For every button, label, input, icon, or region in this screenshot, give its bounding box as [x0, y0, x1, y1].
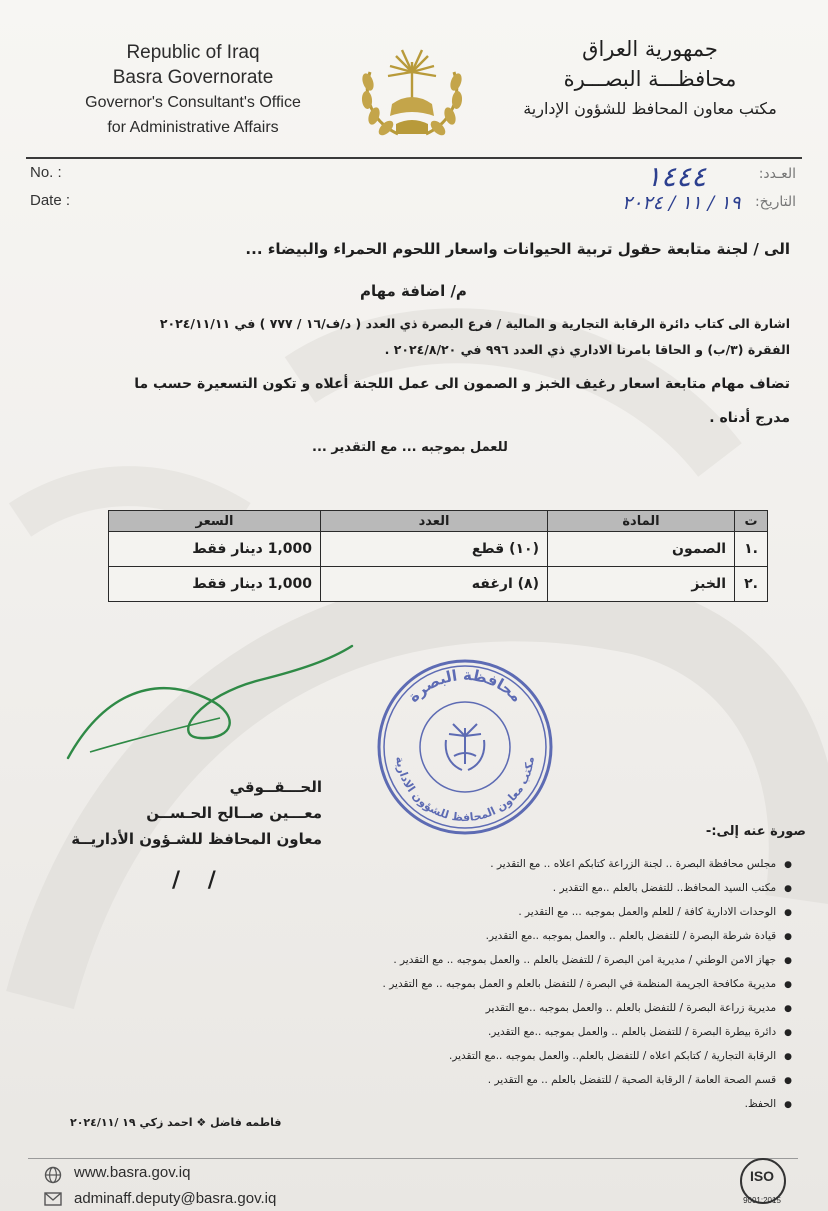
row-number: .٢	[735, 567, 768, 602]
paragraph-2-line-1: تضاف مهام متابعة اسعار رغيف الخبز و الصمون الى عمل اللجنة أعلاه و تكون التسعيرة حسب ما	[134, 376, 790, 392]
email-icon	[44, 1192, 62, 1206]
arabic-letterhead	[500, 34, 800, 124]
basra-emblem-logo	[352, 42, 472, 150]
list-item: ●قيادة شرطة البصرة / للتفضل بالعلم .. والعمل بموجبه ..مع التقدير.	[485, 930, 792, 942]
list-item: ●الوحدات الادارية كافة / للعلم والعمل بموجبه ... مع التقدير .	[518, 906, 792, 918]
row-quantity: (٨) ارغفه	[321, 567, 548, 602]
stamp-top-text: محافظة البصرة	[404, 665, 526, 706]
header-ar-line-2: محافظـــة البصـــرة	[563, 67, 737, 91]
typist-initials: فاطمه فاضل ❖ احمد زكي ١٩ /٢٠٢٤/١١	[70, 1116, 282, 1129]
row-price: 1,000 دينار فقط	[109, 532, 321, 567]
list-item: ●جهاز الامن الوطني / مديرية امن البصرة / للتفضل بالعلم .. والعمل بموجبه .. مع التقدير .	[393, 954, 792, 966]
col-header-item: المادة	[548, 511, 735, 532]
signature-position: معاون المحافظ للشـؤون الأداريــة	[71, 830, 322, 848]
list-item: ●قسم الصحة العامة / الرقابة الصحية / للتفضل بالعلم .. مع التقدير .	[487, 1074, 792, 1086]
footer-divider	[28, 1158, 798, 1159]
email-link[interactable]: adminaff.deputy@basra.gov.iq	[74, 1190, 277, 1207]
date-label-ar: التاريخ:	[754, 194, 796, 210]
closing-line: للعمل بموجبه ... مع التقدير ...	[312, 440, 508, 455]
row-quantity: (١٠) قطع	[321, 532, 548, 567]
header-ar-line-1: جمهورية العراق	[582, 37, 718, 61]
website-link[interactable]: www.basra.gov.iq	[74, 1164, 191, 1181]
header-en-line-2: Basra Governorate	[112, 67, 274, 88]
signature-marks: / /	[172, 868, 226, 893]
row-price: 1,000 دينار فقط	[109, 567, 321, 602]
subject-line: م/ اضافة مهام	[360, 282, 467, 300]
list-item: ●الحفظ.	[744, 1098, 792, 1110]
col-header-number: ت	[735, 511, 768, 532]
header-en-line-1: Republic of Iraq	[126, 42, 260, 63]
globe-icon	[44, 1166, 62, 1184]
no-label: No. :	[30, 164, 62, 181]
header-divider	[26, 157, 802, 159]
price-table	[108, 510, 768, 602]
date-label: Date :	[30, 192, 71, 209]
iso-number: 9001:2015	[743, 1196, 781, 1205]
paragraph-1-line-2: الفقرة (٣/ب) و الحاقا بامرنا الاداري ذي العدد ٩٩٦ في ٢٠٢٤/٨/٢٠ .	[384, 342, 790, 357]
english-letterhead	[58, 40, 328, 140]
row-number: .١	[735, 532, 768, 567]
svg-text:مكتب معاون المحافظ للشؤون الاد	[393, 756, 537, 824]
recipient-line: الى / لجنة متابعة حقول تربية الحيوانات واسعار اللحوم الحمراء والبيضاء ...	[245, 240, 790, 258]
stamp-emblem-icon	[446, 724, 485, 770]
col-header-quantity: العدد	[321, 511, 548, 532]
handwritten-number: ١٤٤٤	[646, 160, 707, 193]
number-label-ar: العـدد:	[758, 166, 796, 182]
list-item: ●الرقابة التجارية / كتابكم اعلاه / للتفضل بالعلم.. والعمل بموجبه ..مع التقدير.	[448, 1050, 792, 1062]
cc-label: صورة عنه إلى:-	[705, 824, 806, 839]
list-item: ●مكتب السيد المحافظ.. للتفضل بالعلم ..مع التقدير .	[552, 882, 792, 894]
table-header-row	[109, 511, 768, 532]
header-en-line-4: for Administrative Affairs	[107, 119, 279, 136]
handwritten-signature	[60, 640, 360, 770]
col-header-price: السعر	[109, 511, 321, 532]
iso-label: ISO	[749, 1168, 775, 1184]
handwritten-date: ١٩ / ١١ / ٢٠٢٤	[622, 192, 741, 214]
header-ar-line-3: مكتب معاون المحافظ للشؤون الإدارية	[523, 99, 777, 118]
row-item: الصمون	[548, 532, 735, 567]
list-item: ●مديرية مكافحة الجريمة المنظمة في البصرة / للتفضل بالعلم و العمل بموجبه .. مع التقدير .	[382, 978, 792, 990]
header-en-line-3: Governor's Consultant's Office	[85, 94, 301, 111]
signature-title: الحـــقــوقي	[229, 778, 322, 796]
stamp-bottom-text: مكتب معاون المحافظ للشؤون الادارية	[393, 755, 537, 825]
paragraph-1-line-1: اشارة الى كتاب دائرة الرقابة التجارية و المالية / فرع البصرة ذي العدد ( د/ف/١٦ / ٧٧٧ ) في ٢٠٢٤/١١/١١	[159, 316, 790, 331]
table-row	[109, 567, 768, 602]
list-item: ●دائرة بيطرة البصرة / للتفضل بالعلم .. والعمل بموجبه ..مع التقدير.	[487, 1026, 792, 1038]
table-row	[109, 532, 768, 567]
signature-name: معـــين صــالح الحـســن	[146, 804, 322, 822]
list-item: ●مديرية زراعة البصرة / للتفضل بالعلم .. والعمل بموجبه ..مع التقدير	[485, 1002, 792, 1014]
list-item: ●مجلس محافظة البصرة .. لجنة الزراعة كتابكم اعلاه .. مع التقدير .	[490, 858, 792, 870]
row-item: الخبز	[548, 567, 735, 602]
paragraph-2-line-2: مدرج أدناه .	[709, 410, 790, 426]
official-round-stamp	[374, 656, 556, 838]
